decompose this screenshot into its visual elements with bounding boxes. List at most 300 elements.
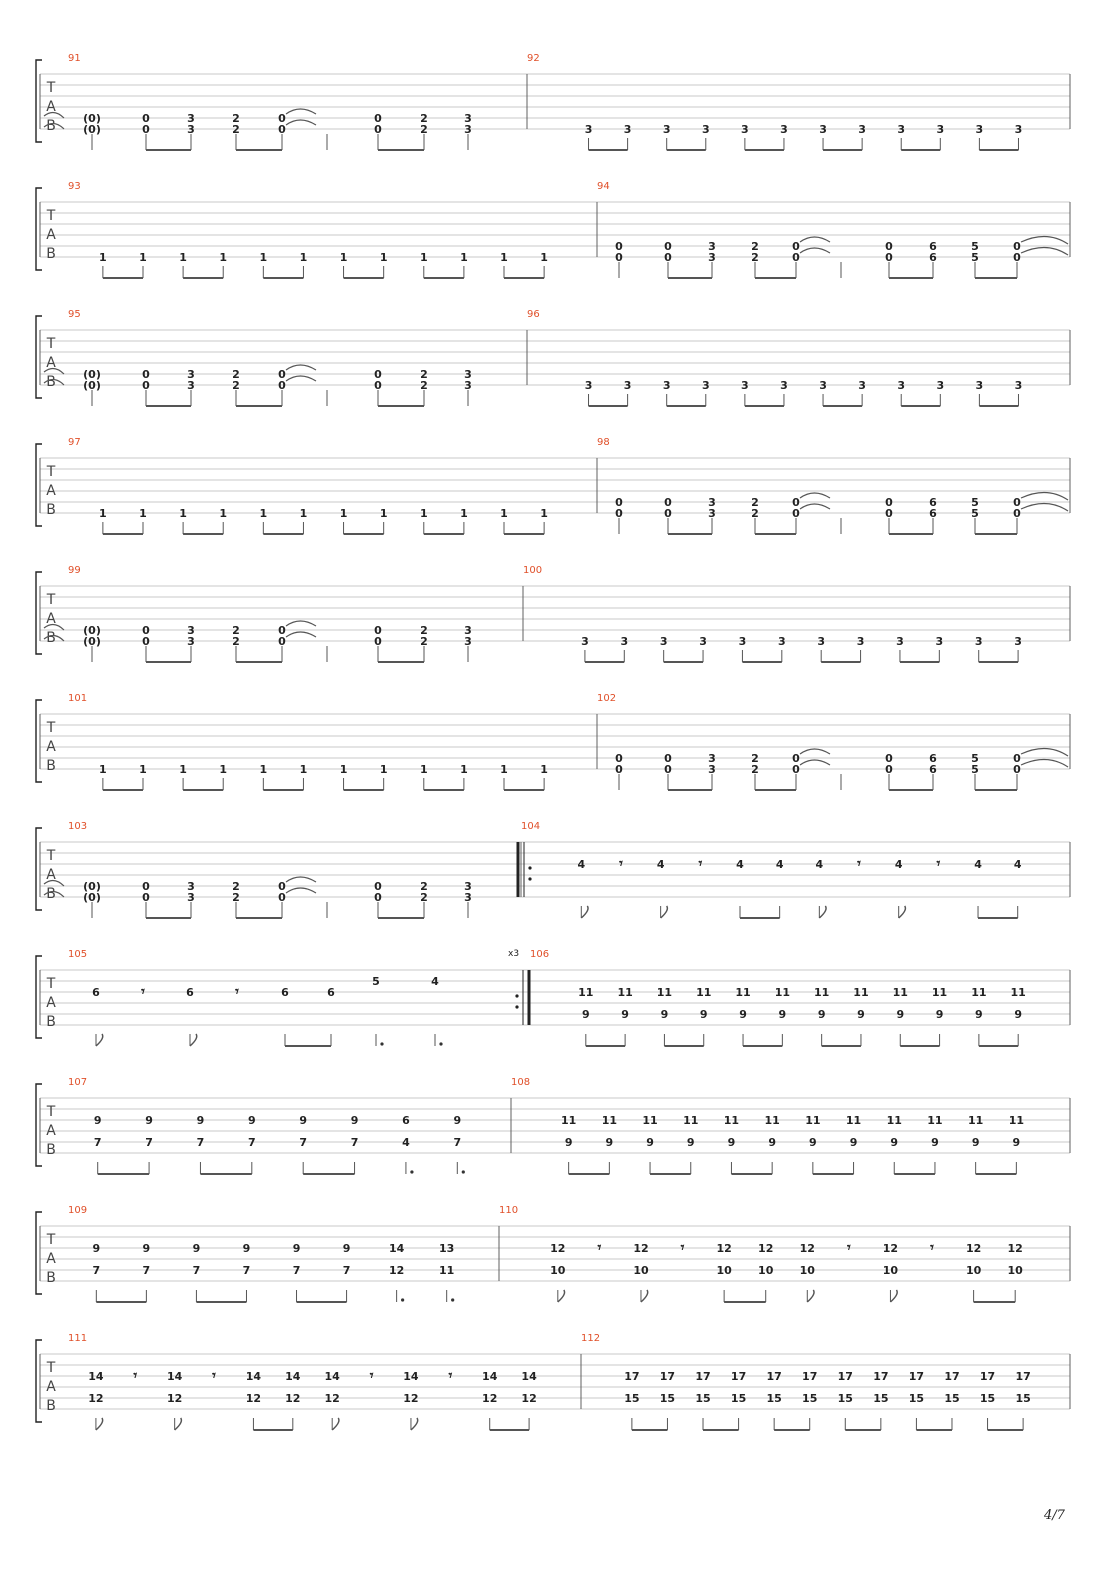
fret-number: 9 [809, 1136, 817, 1149]
fret-number: 3 [623, 379, 632, 392]
fret-number: 9 [1014, 1008, 1023, 1021]
fret-number: 14 [88, 1370, 104, 1383]
fret-number: 11 [845, 1114, 862, 1127]
system-bracket [36, 700, 42, 782]
fret-number: 4 [431, 975, 439, 988]
tab-clef-letter: B [46, 630, 56, 646]
eighth-rest: 𝄾 [680, 1240, 685, 1256]
tab-clef-letter: B [46, 758, 56, 774]
duration-dot [462, 1170, 465, 1173]
fret-number: 3 [708, 240, 716, 253]
fret-number: 7 [299, 1136, 308, 1149]
fret-number: 11 [439, 1264, 455, 1277]
fret-number: 2 [420, 891, 428, 904]
measure-number: 96 [527, 309, 540, 320]
fret-number: 0 [278, 368, 286, 381]
fret-number: (0) [83, 123, 101, 136]
fret-number: 6 [281, 986, 289, 999]
fret-number: 15 [695, 1392, 711, 1405]
fret-number: 17 [944, 1370, 960, 1383]
fret-number: 3 [896, 635, 904, 648]
eighth-rest: 𝄾 [936, 856, 941, 872]
fret-number: 0 [885, 763, 893, 776]
fret-number: 0 [615, 507, 623, 520]
fret-number: 9 [660, 1008, 669, 1021]
fret-number: 1 [139, 507, 147, 520]
fret-number: 0 [792, 496, 800, 509]
fret-number: 4 [974, 858, 982, 871]
fret-number: 0 [1013, 752, 1021, 765]
tie-arc [1021, 748, 1068, 756]
system-bracket [36, 188, 42, 270]
fret-number: (0) [83, 368, 101, 381]
tie-arc [800, 248, 830, 253]
fret-number: 3 [858, 123, 866, 136]
tab-clef-letter: A [46, 739, 56, 755]
fret-number: 17 [659, 1370, 676, 1383]
tie-arc [1021, 492, 1068, 500]
fret-number: 3 [662, 379, 671, 392]
fret-number: 11 [696, 986, 712, 999]
system-bracket [36, 1340, 42, 1422]
fret-number: 15 [1015, 1392, 1031, 1405]
note-flag [96, 1034, 103, 1046]
fret-number: 0 [615, 240, 623, 253]
system-bracket [36, 572, 42, 654]
fret-number: 3 [741, 379, 749, 392]
tie-arc [1021, 236, 1068, 244]
fret-number: 3 [659, 635, 668, 648]
fret-number: 3 [819, 379, 827, 392]
fret-number: 6 [402, 1114, 410, 1127]
fret-number: 15 [766, 1392, 782, 1405]
fret-number: 4 [402, 1136, 410, 1149]
fret-number: 9 [242, 1242, 251, 1255]
fret-number: 9 [453, 1114, 462, 1127]
fret-number: 2 [751, 752, 759, 765]
fret-number: 17 [979, 1370, 996, 1383]
fret-number: 0 [664, 507, 672, 520]
duration-dot [380, 1042, 383, 1045]
fret-number: 3 [187, 891, 195, 904]
fret-number: 0 [615, 251, 623, 264]
fret-number: 11 [578, 986, 594, 999]
fret-number: (0) [83, 891, 101, 904]
note-flag [641, 1290, 648, 1302]
fret-number: 14 [167, 1370, 183, 1383]
fret-number: 0 [792, 507, 800, 520]
tie-arc [1021, 759, 1068, 767]
tie-arc [286, 120, 316, 125]
tie-arc [286, 877, 316, 882]
fret-number: 3 [464, 624, 472, 637]
fret-number: 6 [929, 251, 937, 264]
fret-number: 9 [350, 1114, 359, 1127]
fret-number: 0 [278, 635, 286, 648]
fret-number: 2 [420, 379, 428, 392]
fret-number: 1 [419, 251, 428, 264]
fret-number: 0 [142, 635, 150, 648]
tie-arc [286, 109, 316, 114]
fret-number: 1 [179, 251, 187, 264]
fret-number: 6 [929, 763, 937, 776]
fret-number: 3 [620, 635, 629, 648]
fret-number: 3 [187, 624, 195, 637]
eighth-rest: 𝄾 [698, 856, 703, 872]
fret-number: 9 [93, 1114, 102, 1127]
fret-number: 9 [857, 1008, 865, 1021]
fret-number: 10 [799, 1264, 815, 1277]
fret-number: 1 [259, 251, 268, 264]
fret-number: 1 [379, 763, 388, 776]
fret-number: 1 [99, 251, 107, 264]
fret-number: 3 [856, 635, 865, 648]
fret-number: 3 [187, 880, 195, 893]
tab-clef-letter: B [46, 886, 56, 902]
fret-number: 0 [885, 496, 893, 509]
note-flag [175, 1418, 182, 1430]
fret-number: 2 [420, 624, 428, 637]
fret-number: 15 [837, 1392, 853, 1405]
fret-number: 3 [464, 880, 472, 893]
tab-clef-letter: T [46, 976, 56, 992]
fret-number: 14 [285, 1370, 301, 1383]
fret-number: 0 [664, 763, 672, 776]
fret-number: 3 [464, 112, 472, 125]
fret-number: 17 [766, 1370, 782, 1383]
fret-number: 11 [601, 1114, 618, 1127]
fret-number: 11 [927, 1114, 943, 1127]
tab-clef-letter: A [46, 1379, 56, 1395]
eighth-rest: 𝄾 [369, 1368, 374, 1384]
fret-number: 2 [751, 240, 759, 253]
eighth-rest: 𝄾 [857, 856, 861, 872]
fret-number: 10 [882, 1264, 899, 1277]
fret-number: 1 [219, 251, 228, 264]
tab-clef-letter: T [46, 80, 56, 96]
tab-clef-letter: T [46, 592, 56, 608]
fret-number: 0 [615, 752, 623, 765]
fret-number: 0 [615, 763, 623, 776]
fret-number: 0 [1013, 240, 1021, 253]
fret-number: 9 [342, 1242, 351, 1255]
fret-number: 9 [92, 1242, 101, 1255]
tie-arc [286, 888, 316, 893]
fret-number: (0) [83, 379, 101, 392]
fret-number: (0) [83, 635, 101, 648]
fret-number: 3 [780, 123, 788, 136]
fret-number: 1 [179, 763, 187, 776]
fret-number: 2 [232, 379, 240, 392]
fret-number: 17 [730, 1370, 747, 1383]
fret-number: 9 [142, 1242, 151, 1255]
fret-number: 9 [975, 1008, 983, 1021]
note-flag [899, 906, 906, 918]
fret-number: 1 [139, 251, 147, 264]
fret-number: 7 [196, 1136, 205, 1149]
fret-number: 11 [764, 1114, 780, 1127]
fret-number: 4 [656, 858, 665, 871]
measure-number: 98 [597, 437, 610, 448]
fret-number: 12 [633, 1242, 649, 1255]
measure-number: 107 [68, 1077, 88, 1088]
fret-number: 3 [936, 123, 945, 136]
fret-number: 14 [388, 1242, 405, 1255]
fret-number: 5 [971, 763, 979, 776]
tab-clef-letter: T [46, 336, 56, 352]
fret-number: 0 [374, 880, 382, 893]
fret-number: 3 [464, 635, 472, 648]
fret-number: 1 [460, 251, 468, 264]
fret-number: 15 [979, 1392, 996, 1405]
fret-number: 7 [342, 1264, 351, 1277]
tab-clef-letter: A [46, 1251, 56, 1267]
fret-number: 0 [374, 379, 382, 392]
duration-dot [401, 1298, 404, 1301]
fret-number: 12 [550, 1242, 566, 1255]
system-bracket [36, 956, 42, 1038]
tab-clef-letter: T [46, 1232, 56, 1248]
duration-dot [451, 1298, 454, 1301]
measure-number: 93 [68, 181, 81, 192]
fret-number: 14 [521, 1370, 537, 1383]
tab-clef-letter: B [46, 1270, 56, 1286]
fret-number: 1 [99, 507, 107, 520]
fret-number: 2 [232, 123, 240, 136]
measure-number: 111 [68, 1333, 88, 1344]
note-flag [190, 1034, 197, 1046]
note-flag [558, 1290, 565, 1302]
fret-number: 1 [259, 507, 268, 520]
note-flag [661, 906, 668, 918]
fret-number: 1 [419, 507, 428, 520]
fret-number: 9 [247, 1114, 256, 1127]
fret-number: 0 [278, 123, 286, 136]
fret-number: 6 [929, 496, 937, 509]
fret-number: 3 [464, 379, 472, 392]
tab-clef-letter: B [46, 246, 56, 262]
fret-number: 0 [792, 240, 800, 253]
fret-number: 3 [662, 123, 671, 136]
measure-number: 112 [581, 1333, 601, 1344]
fret-number: 9 [931, 1136, 939, 1149]
fret-number: 9 [699, 1008, 708, 1021]
fret-number: 11 [642, 1114, 658, 1127]
fret-number: 12 [245, 1392, 262, 1405]
eighth-rest: 𝄾 [141, 984, 145, 1000]
fret-number: 3 [708, 251, 716, 264]
fret-number: 11 [931, 986, 948, 999]
fret-number: 5 [971, 507, 979, 520]
tie-arc [1021, 247, 1068, 255]
fret-number: 1 [139, 763, 147, 776]
fret-number: 0 [374, 123, 382, 136]
tie-arc [286, 621, 316, 626]
fret-number: 11 [813, 986, 830, 999]
fret-number: 3 [935, 635, 944, 648]
note-flag [332, 1418, 339, 1430]
fret-number: 10 [1007, 1264, 1023, 1277]
fret-number: 1 [259, 763, 268, 776]
eighth-rest: 𝄾 [930, 1240, 934, 1256]
tab-clef-letter: B [46, 374, 56, 390]
tab-clef-letter: A [46, 355, 56, 371]
fret-number: 3 [708, 763, 716, 776]
fret-number: 9 [727, 1136, 736, 1149]
fret-number: 11 [1010, 986, 1026, 999]
fret-number: 0 [278, 112, 286, 125]
fret-number: 9 [890, 1136, 899, 1149]
fret-number: (0) [83, 880, 101, 893]
fret-number: 6 [929, 752, 937, 765]
fret-number: 12 [758, 1242, 774, 1255]
fret-number: 0 [374, 891, 382, 904]
measure-number: 94 [597, 181, 610, 192]
measure-number: 105 [68, 949, 88, 960]
fret-number: 9 [971, 1136, 980, 1149]
fret-number: 12 [324, 1392, 340, 1405]
fret-number: 3 [777, 635, 786, 648]
tab-clef-letter: T [46, 848, 56, 864]
fret-number: 14 [482, 1370, 498, 1383]
fret-number: 3 [187, 379, 195, 392]
fret-number: 1 [339, 763, 348, 776]
fret-number: 1 [540, 763, 548, 776]
fret-number: 0 [664, 496, 672, 509]
tab-clef-letter: T [46, 208, 56, 224]
fret-number: 12 [482, 1392, 498, 1405]
fret-number: 0 [374, 635, 382, 648]
fret-number: 0 [278, 379, 286, 392]
fret-number: 3 [741, 123, 749, 136]
fret-number: 11 [892, 986, 908, 999]
tab-clef-letter: T [46, 464, 56, 480]
tab-clef-letter: B [46, 502, 56, 518]
fret-number: 4 [815, 858, 824, 871]
fret-number: 0 [278, 891, 286, 904]
fret-number: 6 [929, 240, 937, 253]
fret-number: 2 [420, 880, 428, 893]
fret-number: 7 [192, 1264, 201, 1277]
note-flag [819, 906, 826, 918]
system-bracket [36, 828, 42, 910]
fret-number: 0 [142, 880, 150, 893]
fret-number: 11 [805, 1114, 821, 1127]
fret-number: 3 [975, 123, 984, 136]
fret-number: 1 [179, 507, 187, 520]
measure-number: 104 [521, 821, 541, 832]
fret-number: 2 [232, 112, 240, 125]
fret-number: 1 [419, 763, 428, 776]
fret-number: 12 [882, 1242, 899, 1255]
eighth-rest: 𝄾 [212, 1368, 216, 1384]
tab-clef-letter: A [46, 867, 56, 883]
fret-number: 15 [730, 1392, 747, 1405]
fret-number: (0) [83, 624, 101, 637]
fret-number: 9 [849, 1136, 858, 1149]
fret-number: 3 [464, 368, 472, 381]
fret-number: 7 [242, 1264, 251, 1277]
duration-dot [410, 1170, 413, 1173]
fret-number: 0 [664, 240, 672, 253]
fret-number: 1 [99, 763, 107, 776]
tie-arc [800, 760, 830, 765]
fret-number: 0 [1013, 251, 1021, 264]
fret-number: 7 [145, 1136, 153, 1149]
measure-number: 102 [597, 693, 617, 704]
tab-clef-letter: A [46, 227, 56, 243]
measure-number: 108 [511, 1077, 531, 1088]
fret-number: 2 [751, 763, 759, 776]
fret-number: 3 [701, 379, 710, 392]
fret-number: 11 [656, 986, 673, 999]
measure-number: 99 [68, 565, 81, 576]
repeat-dot [528, 866, 531, 869]
fret-number: 10 [965, 1264, 982, 1277]
eighth-rest: 𝄾 [597, 1240, 602, 1256]
fret-number: 1 [500, 763, 508, 776]
fret-number: 7 [292, 1264, 301, 1277]
tie-arc [800, 493, 830, 498]
note-flag [581, 906, 588, 918]
measure-number: 110 [499, 1205, 519, 1216]
fret-number: 2 [420, 112, 428, 125]
measure-number: 109 [68, 1205, 88, 1216]
fret-number: 7 [92, 1264, 101, 1277]
fret-number: 10 [758, 1264, 774, 1277]
fret-number: 17 [624, 1370, 640, 1383]
fret-number: 3 [464, 123, 472, 136]
fret-number: 2 [751, 496, 759, 509]
fret-number: 0 [278, 624, 286, 637]
fret-number: 9 [196, 1114, 205, 1127]
fret-number: 4 [775, 858, 784, 871]
fret-number: 9 [1012, 1136, 1021, 1149]
fret-number: 11 [967, 1114, 984, 1127]
fret-number: 17 [1015, 1370, 1031, 1383]
fret-number: 9 [768, 1136, 776, 1149]
fret-number: 9 [817, 1008, 826, 1021]
tab-clef-letter: T [46, 1104, 56, 1120]
fret-number: 15 [802, 1392, 818, 1405]
fret-number: 17 [837, 1370, 853, 1383]
system-bracket [36, 316, 42, 398]
fret-number: 4 [736, 858, 744, 871]
fret-number: 6 [186, 986, 194, 999]
fret-number: 5 [971, 752, 979, 765]
measure-number: 106 [530, 949, 550, 960]
tie-arc [286, 632, 316, 637]
fret-number: 1 [379, 507, 388, 520]
fret-number: 15 [944, 1392, 960, 1405]
fret-number: 9 [739, 1008, 747, 1021]
fret-number: 3 [975, 379, 984, 392]
fret-number: 5 [971, 251, 979, 264]
fret-number: 1 [339, 251, 348, 264]
fret-number: 11 [683, 1114, 699, 1127]
fret-number: 3 [581, 635, 589, 648]
fret-number: 1 [219, 763, 228, 776]
tab-clef-letter: A [46, 611, 56, 627]
measure-number: 92 [527, 53, 540, 64]
fret-number: 9 [935, 1008, 944, 1021]
tie-arc [800, 237, 830, 242]
fret-number: 11 [886, 1114, 902, 1127]
fret-number: 1 [500, 507, 508, 520]
fret-number: 1 [460, 763, 468, 776]
fret-number: 0 [885, 752, 893, 765]
fret-number: (0) [83, 112, 101, 125]
